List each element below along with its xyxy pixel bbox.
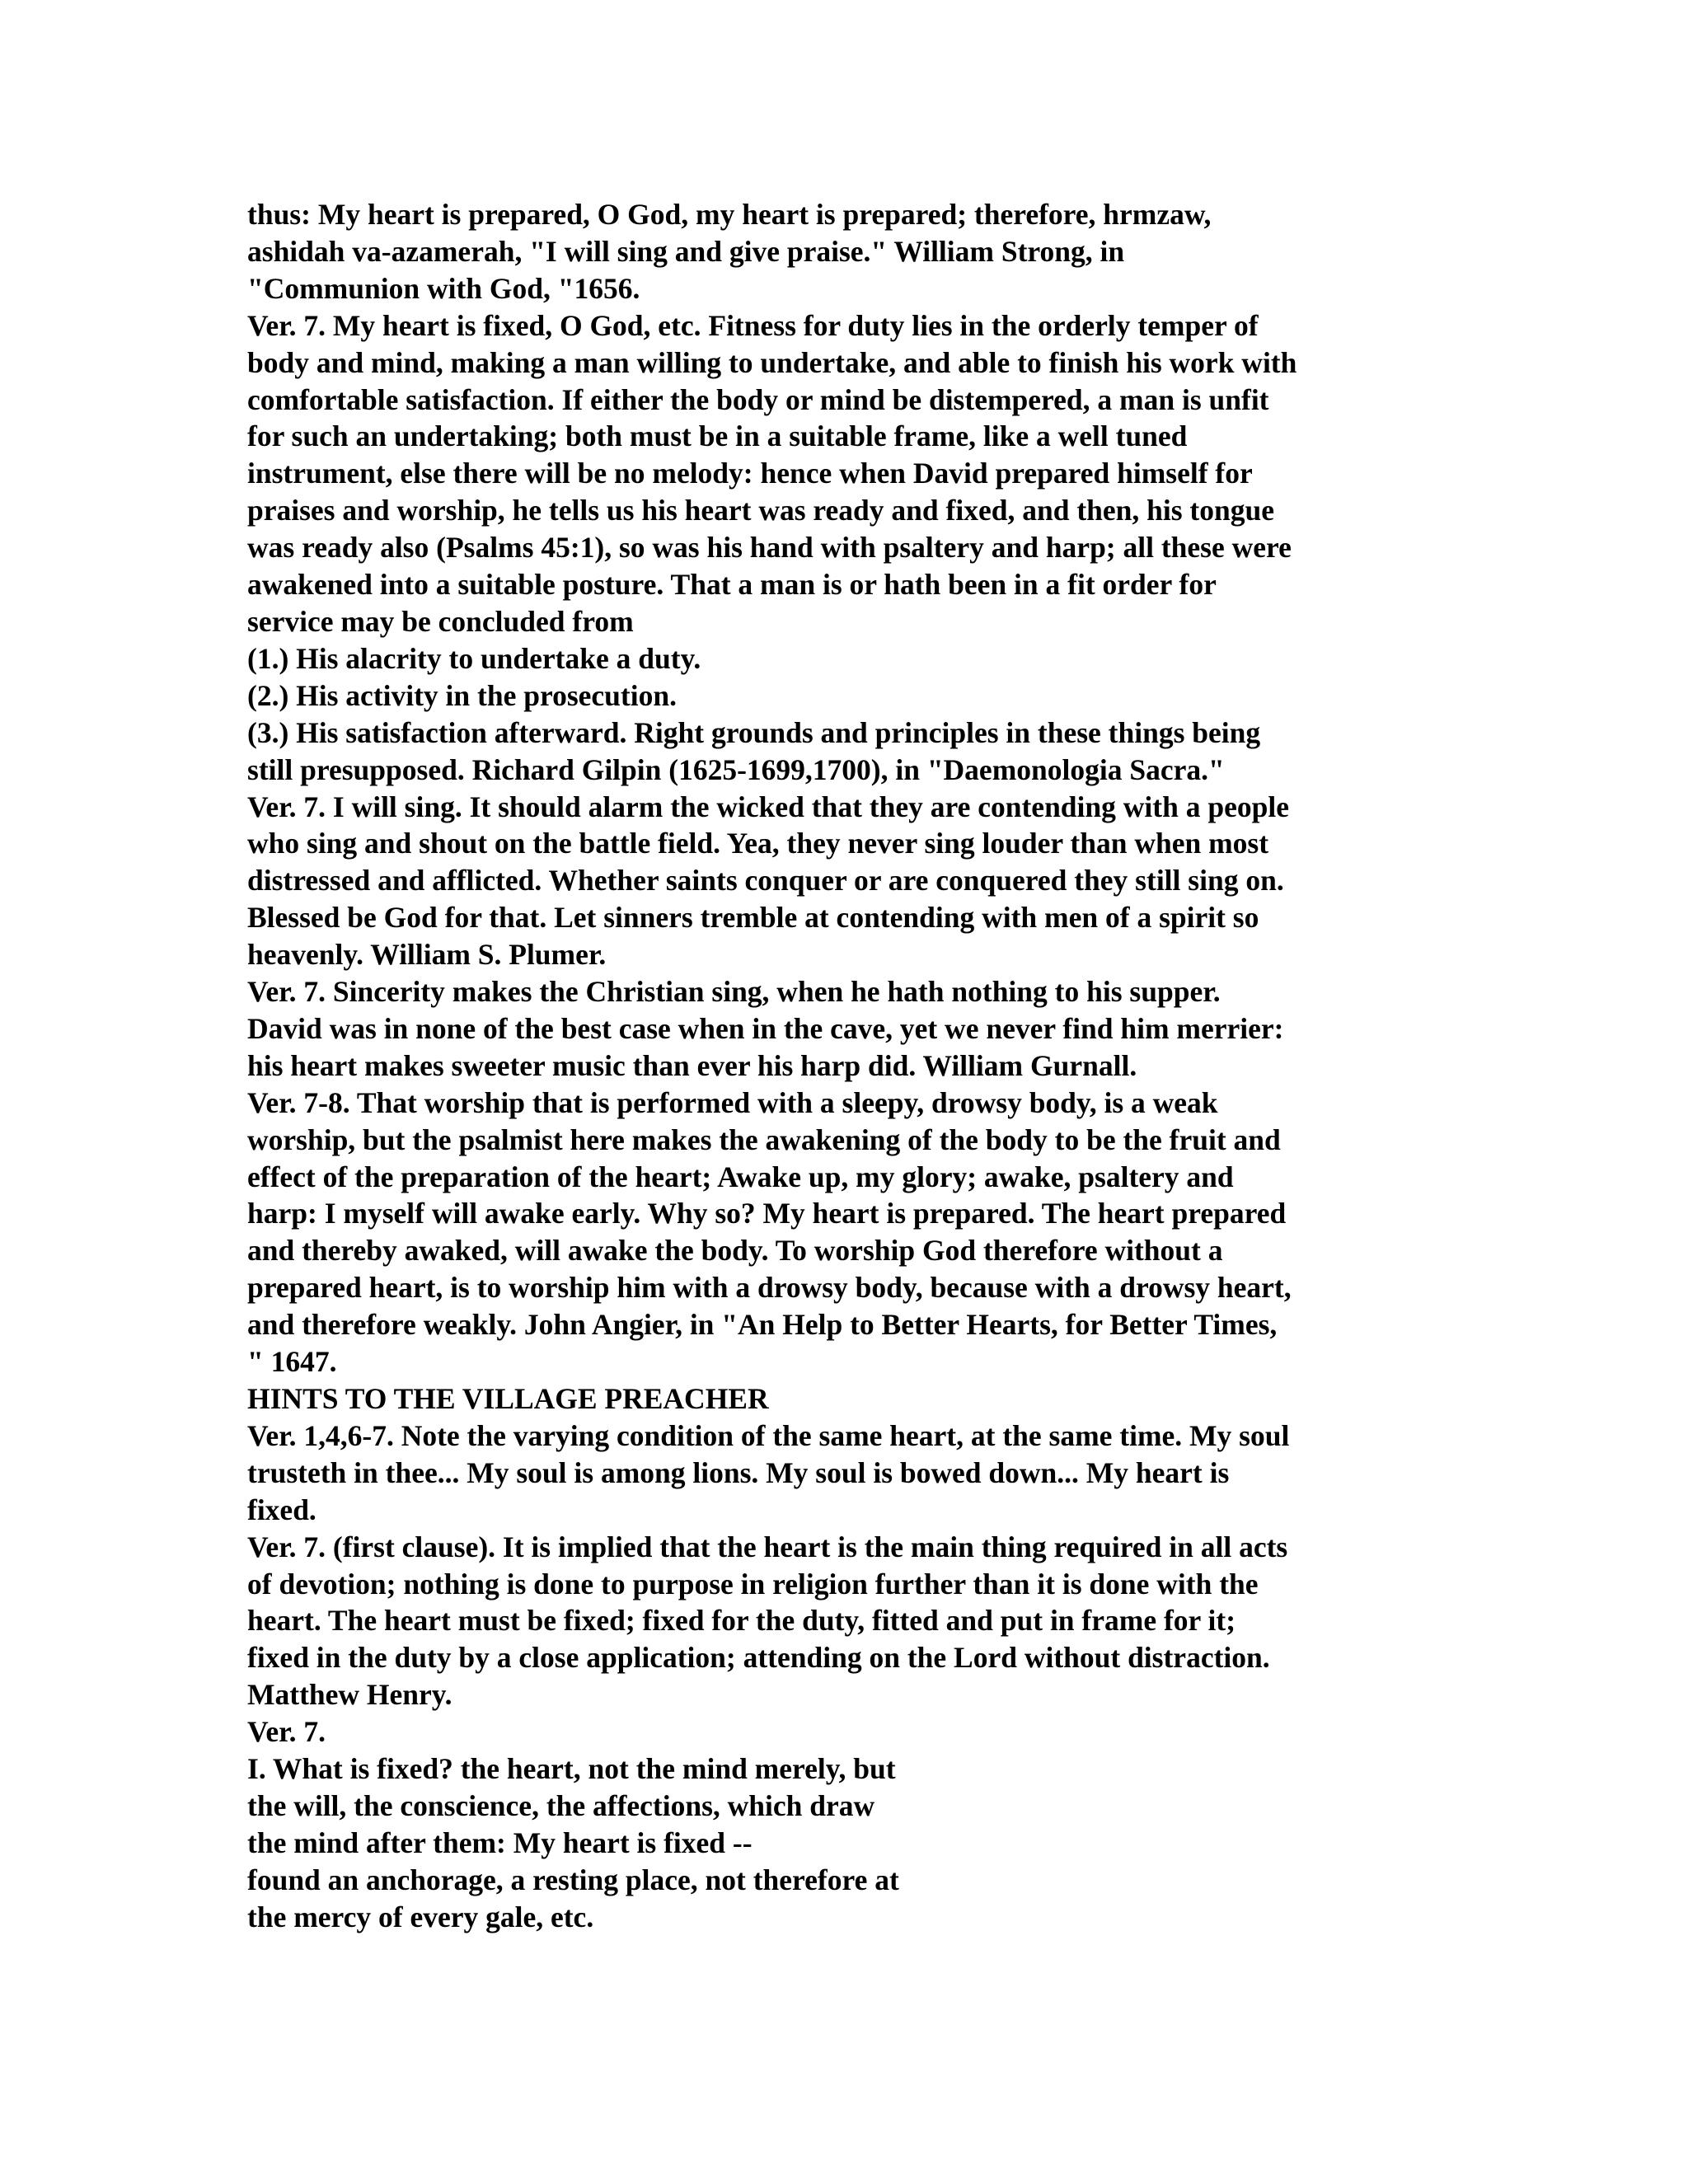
text-line: the mind after them: My heart is fixed --	[247, 1825, 753, 1859]
text-line: Ver. 7. (first clause). It is implied that the heart is the main thing required in all acts	[247, 1530, 1288, 1563]
text-line: his heart makes sweeter music than ever his harp did. William Gurnall.	[247, 1048, 1137, 1082]
text-line: fixed.	[247, 1493, 316, 1526]
text-line: Ver. 1,4,6-7. Note the varying condition of the same heart, at the same time. My soul	[247, 1418, 1290, 1452]
text-line: David was in none of the best case when in the cave, yet we never find him merrier:	[247, 1011, 1284, 1045]
text-line: I. What is fixed? the heart, not the mind merely, but	[247, 1752, 896, 1786]
text-line: heavenly. William S. Plumer.	[247, 938, 607, 972]
text-line: the mercy of every gale, etc.	[247, 1900, 594, 1933]
text-line: service may be concluded from	[247, 604, 634, 638]
text-line: thus: My heart is prepared, O God, my heart is prepared; therefore, hrmzaw,	[247, 198, 1212, 231]
text-line: Ver. 7. Sincerity makes the Christian sing, when he hath nothing to his supper.	[247, 975, 1221, 1009]
text-line: the will, the conscience, the affections, which draw	[247, 1788, 875, 1822]
text-line: trusteth in thee... My soul is among lions. My soul is bowed down... My heart is	[247, 1455, 1230, 1489]
text-line: praises and worship, he tells us his heart was ready and fixed, and then, his tongue	[247, 494, 1275, 527]
text-line: "Communion with God, "1656.	[247, 271, 640, 305]
text-line: body and mind, making a man willing to undertake, and able to finish his work with	[247, 345, 1297, 379]
text-line: Matthew Henry.	[247, 1678, 452, 1712]
text-line: (1.) His alacrity to undertake a duty.	[247, 641, 701, 675]
text-line: for such an undertaking; both must be in a suitable frame, like a well tuned	[247, 419, 1188, 453]
text-line: still presupposed. Richard Gilpin (1625-1699,1700), in "Daemonologia Sacra."	[247, 752, 1225, 786]
text-line: heart. The heart must be fixed; fixed for the duty, fitted and put in frame for it;	[247, 1604, 1236, 1638]
text-line: comfortable satisfaction. If either the body or mind be distempered, a man is unfit	[247, 382, 1269, 416]
text-line: Ver. 7.	[247, 1715, 326, 1749]
text-line: of devotion; nothing is done to purpose in religion further than it is done with the	[247, 1567, 1259, 1601]
text-line: instrument, else there will be no melody: hence when David prepared himself for	[247, 457, 1253, 490]
text-line: (2.) His activity in the prosecution.	[247, 678, 677, 712]
text-line: prepared heart, is to worship him with a drowsy body, because with a drowsy heart,	[247, 1271, 1292, 1305]
text-line: Ver. 7-8. That worship that is performed with a sleepy, drowsy body, is a weak	[247, 1085, 1218, 1119]
text-line: harp: I myself will awake early. Why so? My heart is prepared. The heart prepared	[247, 1197, 1287, 1230]
text-line: who sing and shout on the battle field. Yea, they never sing louder than when most	[247, 827, 1269, 860]
text-line: (3.) His satisfaction afterward. Right grounds and principles in these things being	[247, 715, 1261, 749]
text-line: Ver. 7. I will sing. It should alarm the wicked that they are contending with a people	[247, 790, 1289, 823]
text-line: worship, but the psalmist here makes the awakening of the body to be the fruit and	[247, 1122, 1281, 1156]
section-heading: HINTS TO THE VILLAGE PREACHER	[247, 1382, 769, 1415]
text-line: distressed and afflicted. Whether saints conquer or are conquered they still sing on.	[247, 864, 1284, 898]
text-line: Blessed be God for that. Let sinners tremble at contending with men of a spirit so	[247, 901, 1259, 935]
text-line: fixed in the duty by a close application; attending on the Lord without distraction.	[247, 1641, 1270, 1675]
text-line: was ready also (Psalms 45:1), so was his hand with psaltery and harp; all these were	[247, 531, 1292, 565]
text-line: Ver. 7. My heart is fixed, O God, etc. Fitness for duty lies in the orderly temper of	[247, 308, 1259, 342]
text-line: and therefore weakly. John Angier, in "An Help to Better Hearts, for Better Times,	[247, 1308, 1278, 1342]
text-line: effect of the preparation of the heart; Awake up, my glory; awake, psaltery and	[247, 1160, 1234, 1193]
document-page	[247, 196, 1467, 1936]
text-line: found an anchorage, a resting place, not therefore at	[247, 1863, 899, 1896]
text-line: ashidah va-azamerah, "I will sing and give praise." William Strong, in	[247, 234, 1125, 268]
text-line: " 1647.	[247, 1345, 337, 1379]
text-line: and thereby awaked, will awake the body. To worship God therefore without a	[247, 1234, 1223, 1268]
text-line: awakened into a suitable posture. That a man is or hath been in a fit order for	[247, 568, 1217, 602]
